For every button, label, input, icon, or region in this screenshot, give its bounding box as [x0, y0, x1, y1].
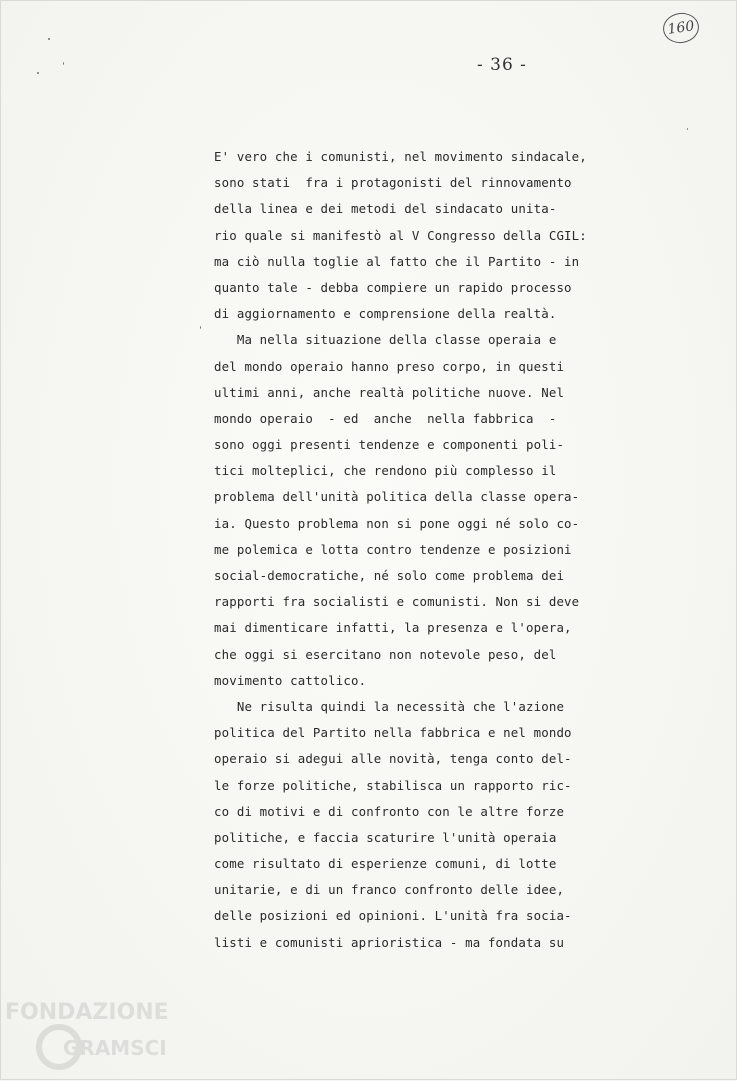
text-line: del mondo operaio hanno preso corpo, in questi [214, 358, 565, 374]
text-line: rapporti fra socialisti e comunisti. Non si deve [214, 594, 580, 610]
watermark-line-1: FONDAZIONE [5, 1000, 169, 1025]
text-line: problema dell'unità politica della classe opera- [214, 489, 580, 505]
text-line: politiche, e faccia scaturire l'unità operaia [214, 829, 557, 845]
text-line: ma ciò nulla toglie al fatto che il Partito - in [214, 253, 580, 269]
text-line: mai dimenticare infatti, la presenza e l'opera, [214, 620, 572, 636]
typewritten-body [214, 144, 654, 956]
text-line: come risultato di esperienze comuni, di lotte [214, 856, 557, 872]
text-line: di aggiornamento e comprensione della realtà. [214, 306, 557, 322]
text-line: politica del Partito nella fabbrica e nel mondo [214, 725, 572, 741]
text-line: social-democratiche, né solo come problema dei [214, 568, 565, 583]
text-line: ultimi anni, anche realtà politiche nuove. Nel [214, 384, 565, 400]
text-line: ia. Questo problema non si pone oggi né solo co- [214, 515, 580, 531]
paper-speck [687, 128, 688, 130]
paper-speck [37, 72, 39, 74]
text-line: sono oggi presenti tendenze e componenti poli- [214, 437, 565, 453]
text-line: Ma nella situazione della classe operaia e [214, 332, 557, 348]
text-line: E' vero che i comunisti, nel movimento sindacale, [214, 149, 587, 164]
text-line: della linea e dei metodi del sindacato unita- [214, 201, 557, 217]
text-line: listi e comunisti aprioristica - ma fondata su [214, 934, 565, 950]
text-line: Ne risulta quindi la necessità che l'azione [214, 698, 565, 714]
text-line: me polemica e lotta contro tendenze e posizioni [214, 541, 572, 557]
fondazione-gramsci-watermark [5, 997, 183, 1077]
text-line: operaio si adegui alle novità, tenga conto del- [214, 751, 572, 767]
watermark-logo [5, 997, 183, 1077]
text-line: mondo operaio - ed anche nella fabbrica - [214, 410, 557, 426]
text-line: rio quale si manifestò al V Congresso della CGIL: [214, 227, 587, 243]
paper-speck [63, 62, 64, 65]
text-line: movimento cattolico. [214, 672, 367, 688]
text-line: unitarie, e di un franco confronto delle idee, [214, 882, 565, 898]
text-line: che oggi si esercitano non notevole peso, del [214, 646, 557, 662]
watermark-line-2: GRAMSCI [63, 1036, 167, 1060]
text-line: co di motivi e di confronto con le altre forze [214, 803, 565, 819]
archive-number-stamp: 160 [661, 11, 701, 46]
text-line: tici molteplici, che rendono più complesso il [214, 463, 557, 479]
page-number: - 36 - [477, 55, 527, 75]
paper-speck [48, 38, 50, 40]
text-line: delle posizioni ed opinioni. L'unità fra socia- [214, 908, 572, 924]
text-line: sono stati fra i protagonisti del rinnovamento [214, 175, 572, 191]
paper-speck [200, 326, 201, 329]
text-line: quanto tale - debba compiere un rapido processo [214, 279, 572, 295]
text-line: le forze politiche, stabilisca un rapporto ric- [214, 777, 572, 793]
